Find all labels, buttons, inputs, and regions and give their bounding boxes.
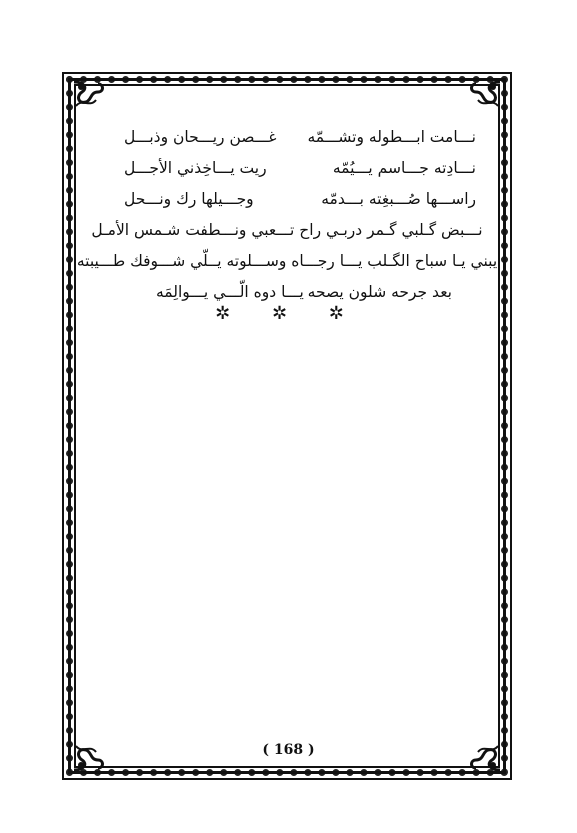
poem-block xyxy=(74,122,500,308)
verse-first-hemistich: نـــامت ابـــطوله وتشـــمّه xyxy=(307,128,476,146)
poem-verse-full: نـــبض گـلبي گـمر دربـي راح تـــعبي ونـــطفت شـمس الأمـل xyxy=(91,221,483,239)
verse-first-hemistich: راســـها صُـــبغِته بـــدمّه xyxy=(321,190,476,208)
poem-verse xyxy=(74,153,500,184)
verse-second-hemistich: ريت يـــاخِذني الأجـــل xyxy=(124,159,267,177)
page-number: ( 168 ) xyxy=(262,742,315,758)
verse-second-hemistich: غـــصن ريـــحان وذبـــل xyxy=(124,128,277,146)
poem-verse-full: يبني يـا سباح الگـلب يـــا رجـــاه وســـلوته يــلّي شـــوفك طـــيبته xyxy=(76,252,498,270)
section-separator-stars: ✲ ✲ ✲ xyxy=(215,303,362,324)
verse-second-hemistich: وجـــيلها رك ونـــحل xyxy=(124,190,254,208)
verse-first-hemistich: بعد جرحه شلون يصحه xyxy=(307,283,452,301)
corner-ornament-icon xyxy=(468,80,502,110)
poem-verse xyxy=(74,184,500,215)
verse-first-hemistich: نـــادِته جـــاسم يـــيُمّه xyxy=(332,159,476,177)
corner-ornament-icon xyxy=(72,80,106,110)
poem-verse xyxy=(74,122,500,153)
verse-second-hemistich: يـــا دوه الّـــي يـــوالِمَه xyxy=(156,283,304,301)
